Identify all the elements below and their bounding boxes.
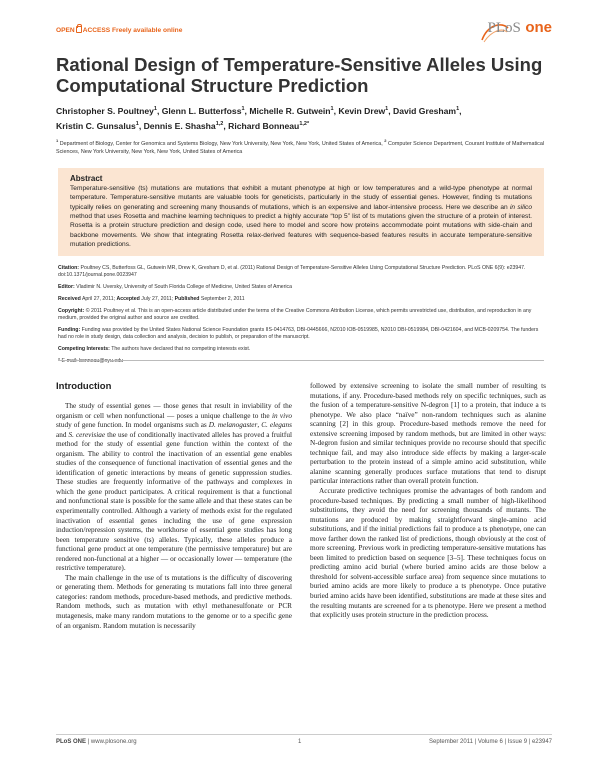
body-column-right (310, 382, 546, 621)
article-metadata (58, 265, 544, 369)
citation: Citation: Poultney CS, Butterfoss GL, Gutwein MR, Drew K, Gresham D, et al. (2011) Rational Design of Temperature-Sensitive Alleles Using Computational Structure Prediction. PLoS ONE 6(9): e23947. doi:10.1371/journal.pone.0023947 (58, 265, 526, 279)
author[interactable]: Richard Bonneau (228, 120, 300, 131)
competing-interests: Competing Interests: The authors have declared that no competing interests exist. (58, 345, 251, 352)
editor: Editor: Vladimir N. Uversky, University of South Florida College of Medicine, United States of America (58, 284, 293, 291)
paragraph: followed by extensive screening to isolate the small number of resulting ts mutations, if any. Procedure-based methods rely on specific techniques, such as the fusion of a temperature-sensitive N-degron [1] to a protein, that induce a ts phenotype. We also place “naïve” non-random techniques such as alanine scanning [2] in this group. Procedure-based methods remove the need for extensive screening imposed by random methods, but are limited in other ways: N-degron fusion and similar techniques provide no recourse should that specific technique fail, and may also introduce side effects by making a larger-scale perturbation to the protein instead of a simple amino acid substitution, while alanine scanning generally produces surface mutations that tend to disrupt particular interactions rather than overall protein function. (310, 382, 546, 486)
abstract-text: Temperature-sensitive (ts) mutations are mutations that exhibit a mutant phenotype at high or low temperatures and a wild-type phenotype at normal temperature. Temperature-sensitive mutants are valuable tools for geneticists, particularly in the study of essential genes. However, finding ts mutations typically relies on generating and screening many thousands of mutations, which is an expensive and labor-intensive process. Here we describe an in silico method that uses Rosetta and machine learning techniques to predict a highly accurate “top 5” list of ts mutations given the structure of a protein of interest. Rosetta is a protein structure prediction and design code, used here to model and score how proteins accommodate point mutations with side-chain and backbone movements. We show that integrating Rosetta relax-derived features with sequence-based features results in accurate temperature-sensitive mutation predictions. (70, 185, 532, 249)
footer-site-link[interactable]: www.plosone.org (90, 739, 137, 745)
paragraph: The study of essential genes — those genes that result in inviability of the organism or cell when nonfunctional — poses a unique challenge to the in vivo study of gene function. In model organisms such as D. melanogaster, C. elegans and S. cerevisiae the use of conditionally inactivated alleles has proved a fruitful method for the study of essential gene function within the context of the organism. The ability to control the inactivation of an essential gene enables studies of the consequence of functional inactivation of essential genes and the identification of genetic interactions by means of genetic suppression studies. These studies are frequently informative of the pathways and complexes in which the gene product participates. A critical requirement is that a functional and nonfunctional state is possible for the same allele and that these states can be experimentally controlled. Although a variety of methods exist for the regulated inactivation of essential genes including the use of gene expression induction/repression systems, the workhorse of essential gene studies has long been temperature sensitive (ts) alleles. Typically, these alleles produce a functional gene product at one temperature (the permissive temperature) but are rendered non-functional at a higher — or occasionally lower — temperature (the restrictive temperature). (56, 402, 293, 573)
funding: Funding: Funding was provided by the United States National Science Foundation grants IIS-0414763, DBI-0445666, N2010 IOB-0519985, N2010 DBI-0519984, DBI-0421604, and MCB-0209754. The funders had no role in study design, data collection and analysis, decision to publish, or preparation of the manuscript. (58, 326, 539, 341)
author-list (56, 103, 556, 133)
open-lock-icon (76, 26, 82, 33)
author[interactable]: Christopher S. Poultney (56, 105, 154, 116)
email-link[interactable]: bonneau@nyu.edu (79, 357, 123, 364)
abstract-heading: Abstract (70, 174, 103, 183)
author-line-1: Christopher S. Poultney$^1$, Glenn L. Butterfoss$^1$, Michelle R. Gutwein$^1$, Kevin Drew$^1$, David Gresham$^1$, (56, 105, 462, 116)
abstract-box (58, 168, 544, 256)
divider (58, 360, 544, 361)
author[interactable]: Michelle R. Gutwein (249, 105, 331, 116)
page-number: 1 (298, 739, 302, 745)
copyright: Copyright: © 2011 Poultney et al. This is an open-access article distributed under the terms of the Creative Commons Attribution License, which permits unrestricted use, distribution, and reproduction in any medium, provided the original author and source are credited. (58, 307, 532, 321)
author[interactable]: David Gresham (393, 105, 457, 116)
author-line-2: Kristin C. Gunsalus$^1$, Dennis E. Shasha$^{1,2}$, Richard Bonneau$^{1,2*}$ (56, 120, 310, 131)
contact-email: * E-mail: bonneau@nyu.edu (58, 357, 123, 364)
author[interactable]: Kevin Drew (338, 105, 386, 116)
footer-divider (56, 734, 552, 735)
open-access-badge: OPEN ACCESS Freely available online (56, 27, 183, 34)
affiliations: $^1$ Department of Biology, Center for Genomics and Systems Biology, New York University, New York, New York, United States of America, $^2$ Computer Science Department, Courant Institute of Mathematical Sciences, New York University, New York, New York, United States of America (56, 138, 545, 155)
footer-journal: PLoS ONE | www.plosone.org (56, 739, 137, 745)
dates: Received April 27, 2011; Accepted July 27, 2011; Published September 2, 2011 (58, 295, 245, 302)
body-column-left (56, 402, 292, 631)
author[interactable]: Kristin C. Gunsalus (56, 120, 136, 131)
article-title: Rational Design of Temperature-Sensitive Alleles Using Computational Structure Prediction (56, 54, 543, 96)
author[interactable]: Dennis E. Shasha (143, 120, 216, 131)
plos-one-logo: PLoS one (488, 19, 552, 43)
author[interactable]: Glenn L. Butterfoss (161, 105, 242, 116)
journal-header (56, 16, 552, 56)
introduction-heading: Introduction (56, 381, 112, 392)
footer-issue: September 2011 | Volume 6 | Issue 9 | e23947 (429, 739, 552, 745)
paragraph: The main challenge in the use of ts mutations is the difficulty of discovering or generating them. Methods for generating ts mutations fall into three general categories: random methods, procedure-based methods, and predictive methods. Random methods, such as mutation with ethyl methanesulfonate or PCR mutagenesis, make many random mutations to the genome or to a specific gene of an organism. Random mutation is necessarily (56, 573, 292, 630)
paragraph: Accurate predictive techniques promise the advantages of both random and procedure-based techniques. By predicting a small number of high-likelihood substitutions, they avoid the need for screening thousands of mutants. The mutations are produced by making straightforward single-amino acid substitutions, and if the initial predictions fail to produce a ts phenotype, one can move farther down the ranked list of predictions, though obviously at the cost of more screening. Previous work in predicting temperature-sensitive mutations has been limited to prediction based on sequence [3–5]. These techniques focus on predicting amino acid burial (where buried amino acids are those below a threshold for solvent-accessible surface area) from sequence since mutations to buried amino acids are more likely to produce a ts phenotype. Once putative buried amino acids have been identified, substitutions are made at these sites and the resulting mutants are screened for a ts phenotype. Here we present a method that explicitly uses protein structure in the prediction process. (310, 487, 546, 620)
